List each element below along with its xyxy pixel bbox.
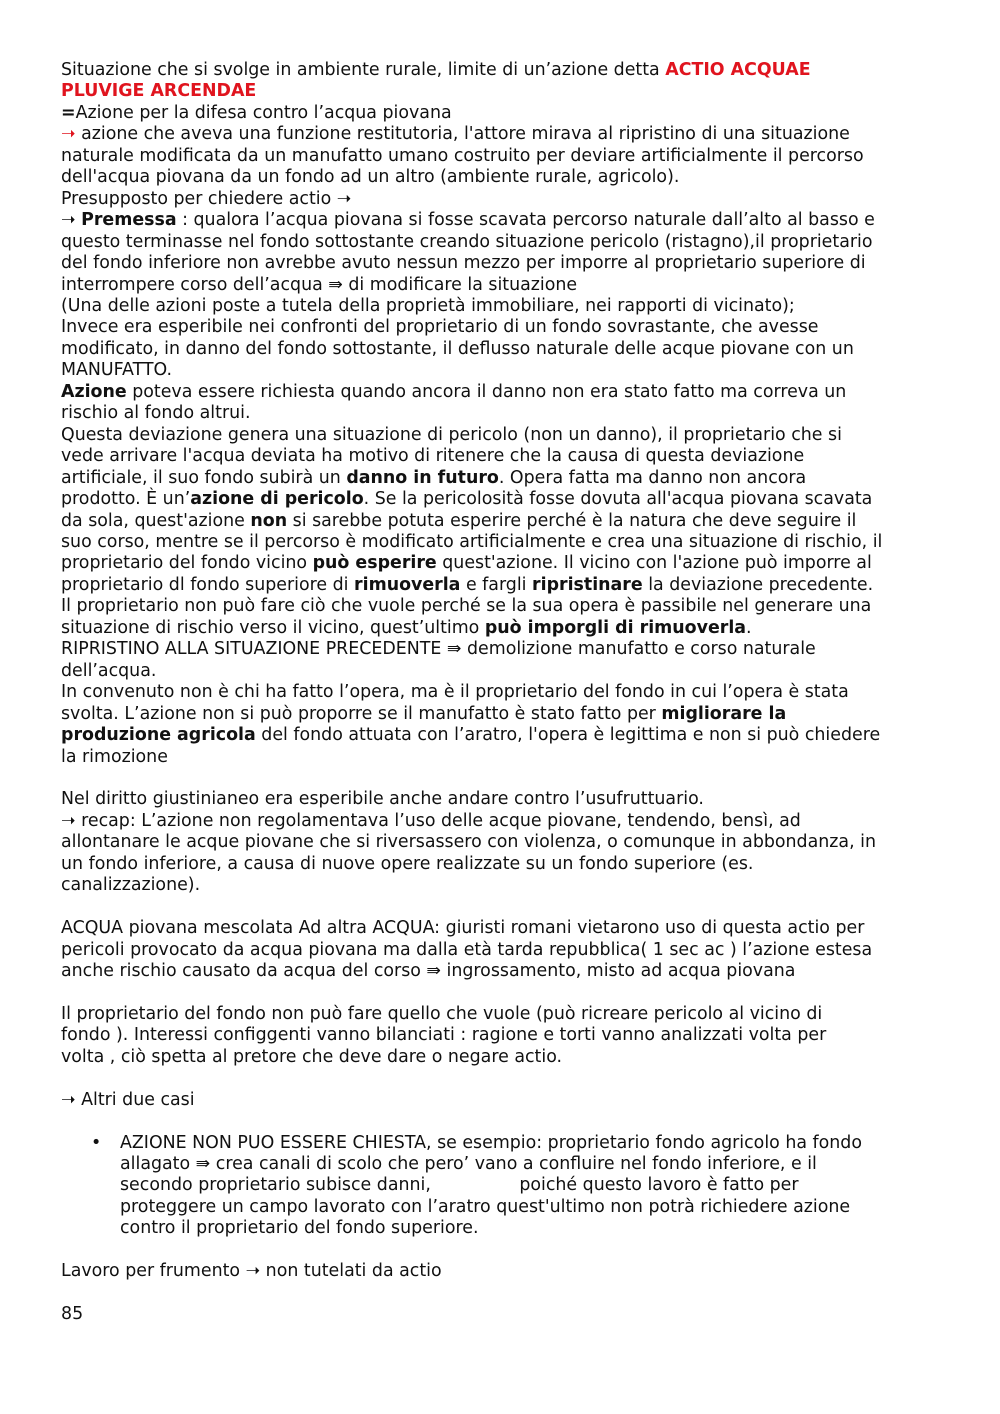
text-line: svolta. L’azione non si può proporre se il manufatto è stato fatto per migliorare la [61,703,787,724]
text-line: Presupposto per chiedere actio ➝ [61,188,352,209]
text-line: RIPRISTINO ALLA SITUAZIONE PRECEDENTE ⇛ demolizione manufatto e corso naturale [61,639,816,660]
document-page [61,60,941,1326]
text-line: proprietario dl fondo superiore di rimuoverla e fargli ripristinare la deviazione precedente. [61,574,874,595]
text-line: da sola, quest'azione non si sarebbe potuta esperire perché è la natura che deve seguire il [61,510,857,531]
text-line: canalizzazione). [61,875,201,896]
text-line: produzione agricola del fondo attuata con l’aratro, l'opera è legittima e non si può chiedere [61,725,881,746]
text-line: artificiale, il suo fondo subirà un danno in futuro. Opera fatta ma danno non ancora [61,467,807,488]
paragraph-gap [61,1068,941,1089]
text-line: allontanare le acque piovane che si riversassero con violenza, o comunque in abbondanza, in [61,832,876,853]
text-line: proprietario del fondo vicino può esperire quest'azione. Il vicino con l'azione può imporre al [61,553,872,574]
text-line: modificato, in danno del fondo sottostante, il deflusso naturale delle acque piovane con un [61,338,854,359]
text-line: suo corso, mentre se il percorso è modificato artificialmente e crea una situazione di rischio, il [61,531,883,552]
bullet-item [61,1133,941,1240]
text-line: volta , ciò spetta al pretore che deve dare o negare actio. [61,1046,563,1067]
text-line: (Una delle azioni poste a tutela della proprietà immobiliare, nei rapporti di vicinato); [61,295,795,316]
text-line: Lavoro per frumento ➝ non tutelati da actio [61,1261,442,1282]
paragraph-gap [61,768,941,789]
text-line: dell'acqua piovana da un fondo ad un altro (ambiente rurale, agricolo). [61,167,680,188]
arrow-icon: ➝ [61,124,76,145]
text-line: =Azione per la difesa contro l’acqua piovana [61,102,452,123]
arrow-icon: ➝ [61,210,82,231]
text-line: ➝ recap: L’azione non regolamentava l’uso delle acque piovane, tendendo, bensì, ad [61,810,801,831]
text-line: Azione poteva essere richiesta quando ancora il danno non era stato fatto ma correva un [61,381,847,402]
text-line: fondo ). Interessi configgenti vanno bilanciati : ragione e torti vanno analizzati volta per [61,1025,827,1046]
text-line: situazione di rischio verso il vicino, quest’ultimo può imporgli di rimuoverla. [61,617,752,638]
bullet-line: allagato ⇛ crea canali di scolo che pero’ vano a confluire nel fondo inferiore, e il [120,1154,817,1175]
page-number: 85 [61,1304,84,1325]
text-line: dell’acqua. [61,660,157,681]
text-line: rischio al fondo altrui. [61,403,251,424]
bullet-line: secondo proprietario subisce danni, poiché questo lavoro è fatto per [120,1175,799,1196]
text-line: Il proprietario del fondo non può fare quello che vuole (può ricreare pericolo al vicino di [61,1003,823,1024]
text-line: pericoli provocato da acqua piovana ma dalla età tarda repubblica( 1 sec ac ) l’azione estesa [61,939,873,960]
paragraph-gap [61,897,941,918]
text-line: MANUFATTO. [61,360,173,381]
text-line: Situazione che si svolge in ambiente rurale, limite di un’azione detta ACTIO ACQUAE [61,60,811,80]
text-line: In convenuto non è chi ha fatto l’opera, ma è il proprietario del fondo in cui l’opera è stata [61,682,849,703]
text-line: Invece era esperibile nei confronti del proprietario di un fondo sovrastante, che avesse [61,317,819,338]
text-line: interrompere corso dell’acqua ⇛ di modificare la situazione [61,274,578,295]
bullet-line: contro il proprietario del fondo superiore. [120,1218,479,1239]
bullet-line: AZIONE NON PUO ESSERE CHIESTA, se esempio: proprietario fondo agricolo ha fondo [120,1132,862,1153]
text-line: ACQUA piovana mescolata Ad altra ACQUA: giuristi romani vietarono uso di questa actio per [61,918,865,939]
text-line: prodotto. È un’azione di pericolo. Se la pericolosità fosse dovuta all'acqua piovana scavata [61,489,873,510]
paragraph-gap [61,1283,941,1304]
text-line: la rimozione [61,746,168,767]
text-line: ➝ Premessa : qualora l’acqua piovana si fosse scavata percorso naturale dall’alto al basso e [61,210,875,231]
text-line: vede arrivare l'acqua deviata ha motivo di ritenere che la causa di questa deviazione [61,446,805,467]
text-line: naturale modificata da un manufatto umano costruito per deviare artificialmente il percorso [61,145,864,166]
paragraph-gap [61,1111,941,1132]
bullet-line: proteggere un campo lavorato con l’aratro quest'ultimo non potrà richiedere azione [120,1196,851,1217]
text-line: questo terminasse nel fondo sottostante creando situazione pericolo (ristagno),il proprietario [61,231,873,252]
text-line: Questa deviazione genera una situazione di pericolo (non un danno), il proprietario che si [61,424,842,445]
actio-title-cont: PLUVIGE ARCENDAE [61,81,257,102]
text-line: ➝ azione che aveva una funzione restitutoria, l'attore mirava al ripristino di una situazione [61,124,850,145]
text-line: anche rischio causato da acqua del corso ⇛ ingrossamento, misto ad acqua piovana [61,961,796,981]
text-line: ➝ Altri due casi [61,1089,195,1110]
text-line: Il proprietario non può fare ciò che vuole perché se la sua opera è passibile nel generare una [61,596,872,617]
bullet-icon: • [91,1132,102,1153]
paragraph-gap [61,1240,941,1261]
actio-title: ACTIO ACQUAE [665,60,811,80]
text-line: del fondo inferiore non avrebbe avuto nessun mezzo per imporre al proprietario superiore di [61,253,866,274]
paragraph-gap [61,982,941,1003]
text-line: un fondo inferiore, a causa di nuove opere realizzate su un fondo superiore (es. [61,853,754,874]
text-line: Nel diritto giustinianeo era esperibile anche andare contro l’usufruttuario. [61,789,704,810]
